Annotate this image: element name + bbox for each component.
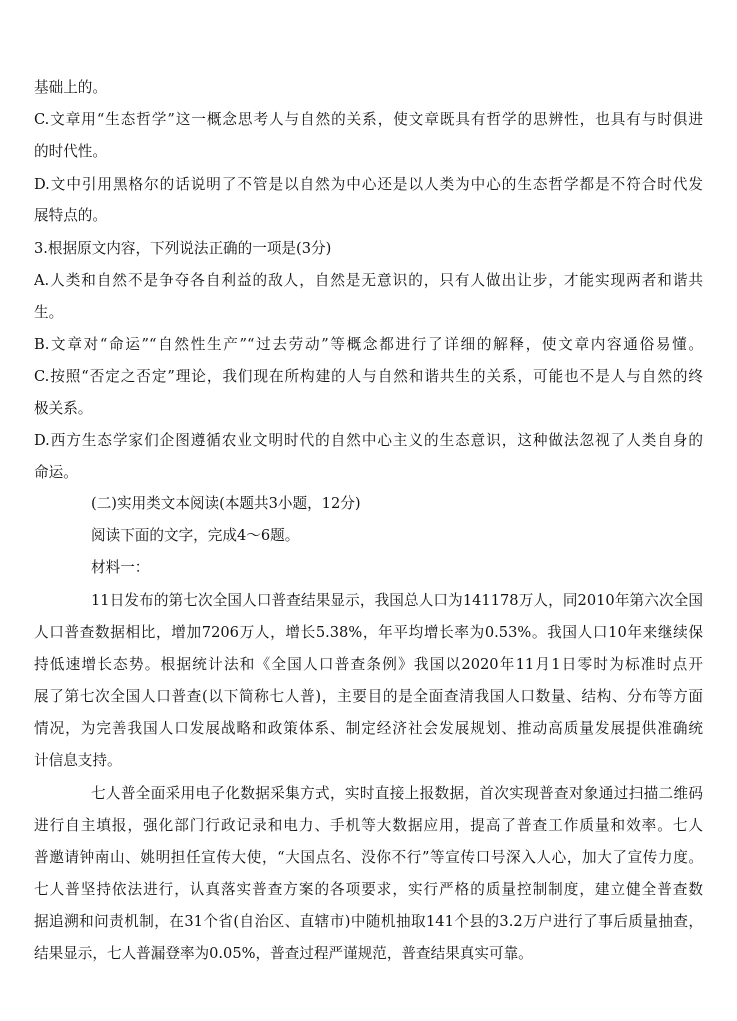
text-line: 计信息支持。 (34, 752, 122, 769)
section-heading: (二)实用类文本阅读(本题共3小题，12分) (91, 495, 361, 512)
text-line: 人口普查数据相比，增加7206万人，增长5.38%，年平均增长率为0.53%。我国人口10年来继续保 (34, 624, 703, 641)
text-line: 七人普全面采用电子化数据采集方式，实时直接上报数据，首次实现普查对象通过扫描二维码 (91, 785, 703, 802)
option-d: D.西方生态学家们企图遵循农业文明时代的自然中心主义的生态意识，这种做法忽视了人类自身的 (34, 432, 703, 449)
text-line: 展了第七次全国人口普查(以下简称七人普)，主要目的是全面查清我国人口数量、结构、分布等方面 (34, 688, 703, 705)
text-line: 结果显示，七人普漏登率为0.05%，普查过程严谨规范，普查结果真实可靠。 (34, 945, 533, 962)
text-line: D.文中引用黑格尔的话说明了不管是以自然为中心还是以人类为中心的生态哲学都是不符合时代发 (34, 176, 703, 193)
text-line: 命运。 (34, 464, 78, 481)
material-label: 材料一： (91, 559, 150, 576)
question-3-stem: 3.根据原文内容，下列说法正确的一项是(3分) (34, 240, 332, 257)
text-line: 据追溯和问责机制，在31个省(自治区、直辖市)中随机抽取141个县的3.2万户进行了事后质量抽查， (34, 913, 703, 930)
text-line: 极关系。 (34, 400, 93, 417)
instruction: 阅读下面的文字，完成4～6题。 (91, 527, 300, 544)
text-line: 七人普坚持依法进行，认真落实普查方案的各项要求，实行严格的质量控制制度，建立健全普查数 (34, 881, 703, 898)
text-line: 情况，为完善我国人口发展战略和政策体系、制定经济社会发展规划、推动高质量发展提供准确统 (34, 720, 703, 737)
text-line: 展特点的。 (34, 207, 107, 224)
option-c: C.按照“否定之否定”理论，我们现在所构建的人与自然和谐共生的关系，可能也不是人与自然的终 (34, 368, 703, 385)
text-line: 普邀请钟南山、姚明担任宣传大使，“大国点名、没你不行”等宣传口号深入人心，加大了宣传力度。 (34, 849, 703, 866)
text-line: C.文章用“生态哲学”这一概念思考人与自然的关系，使文章既具有哲学的思辨性，也具有与时俱进 (34, 111, 703, 128)
option-b: B.文章对“命运”“自然性生产”“过去劳动”等概念都进行了详细的解释，使文章内容通俗易懂。 (34, 336, 703, 353)
text-line: 进行自主填报，强化部门行政记录和电力、手机等大数据应用，提高了普查工作质量和效率。七人 (34, 817, 703, 834)
text-line: 11日发布的第七次全国人口普查结果显示，我国总人口为141178万人，同2010年第六次全国 (91, 592, 703, 609)
option-a: A.人类和自然不是争夺各自利益的敌人，自然是无意识的，只有人做出让步，才能实现两者和谐共 (34, 272, 703, 289)
text-line: 基础上的。 (34, 79, 107, 96)
text-line: 生。 (34, 304, 64, 321)
text-line: 的时代性。 (34, 143, 107, 160)
text-line: 持低速增长态势。根据统计法和《全国人口普查条例》我国以2020年11月1日零时为标准时点开 (34, 656, 703, 673)
